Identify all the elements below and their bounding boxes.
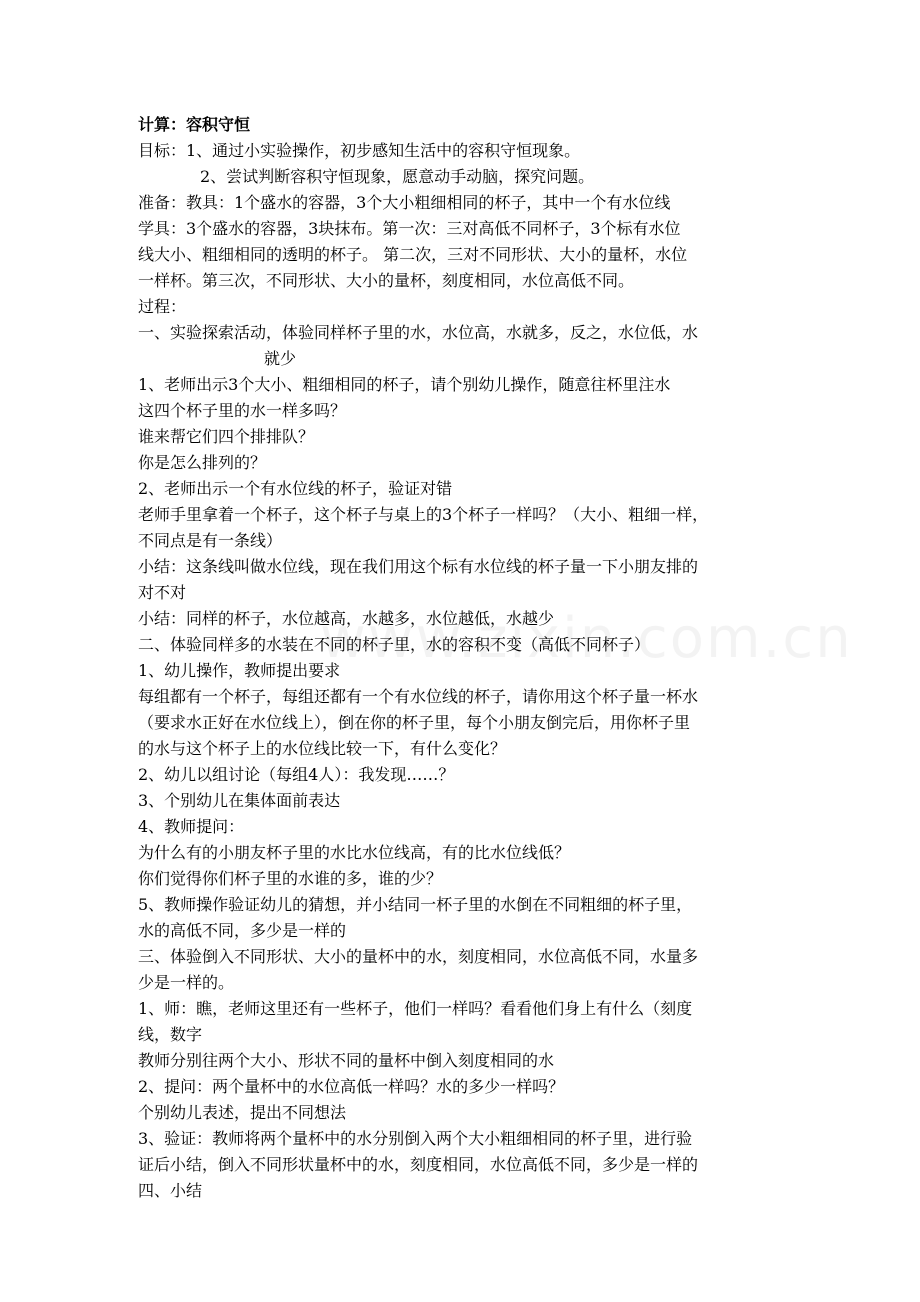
goal-line-2: 2、尝试判断容积守恒现象，愿意动手动脑，探究问题。 [200, 167, 595, 186]
section-1-heading-cont: 就少 [264, 349, 297, 368]
goal-line-1: 目标：1、通过小实验操作，初步感知生活中的容积守恒现象。 [138, 141, 581, 160]
text-line: 谁来帮它们四个排排队？ [138, 427, 315, 446]
text-line: 2、老师出示一个有水位线的杯子，验证对错 [138, 479, 453, 498]
text-line: 教师分别往两个大小、形状不同的量杯中倒入刻度相同的水 [138, 1051, 555, 1070]
text-line: 3、个别幼儿在集体面前表达 [138, 791, 341, 810]
text-line: 4、教师提问： [138, 817, 245, 836]
text-line: 1、幼儿操作，教师提出要求 [138, 661, 341, 680]
text-line: 3、验证：教师将两个量杯中的水分别倒入两个大小粗细相同的杯子里，进行验 [138, 1129, 693, 1148]
section-4-heading: 四、小结 [138, 1181, 203, 1200]
text-line: 5、教师操作验证幼儿的猜想，并小结同一杯子里的水倒在不同粗细的杯子里， [138, 895, 693, 914]
document-title: 计算：容积守恒 [138, 115, 251, 134]
watermark [320, 606, 853, 671]
text-line: 个别幼儿表述，提出不同想法 [138, 1103, 347, 1122]
text-line: 水的高低不同，多少是一样的 [138, 921, 347, 940]
text-line: 线，数字 [138, 1025, 203, 1044]
text-line: 2、幼儿以组讨论（每组4人）：我发现……？ [138, 765, 455, 784]
text-line: 1、老师出示3个大小、粗细相同的杯子，请个别幼儿操作，随意往杯里注水 [138, 375, 671, 394]
text-line: 小结：这条线叫做水位线，现在我们用这个标有水位线的杯子量一下小朋友排的 [138, 557, 699, 576]
text-line: 对不对 [138, 583, 187, 602]
text-line: 1、师：瞧，老师这里还有一些杯子，他们一样吗？看看他们身上有什么（刻度 [138, 999, 693, 1018]
text-line: 小结：同样的杯子，水位越高，水越多，水位越低，水越少 [138, 609, 555, 628]
text-line: 不同点是有一条线） [138, 531, 283, 550]
text-line: 这四个杯子里的水一样多吗？ [138, 401, 347, 420]
prep-line-4: 一样杯。第三次，不同形状、大小的量杯，刻度相同，水位高低不同。 [138, 271, 635, 290]
text-line: 证后小结，倒入不同形状量杯中的水，刻度相同，水位高低不同，多少是一样的 [138, 1155, 699, 1174]
section-3-heading-cont: 少是一样的。 [138, 973, 235, 992]
section-3-heading: 三、体验倒入不同形状、大小的量杯中的水，刻度相同，水位高低不同，水量多 [138, 947, 699, 966]
text-line: 每组都有一个杯子，每组还都有一个有水位线的杯子，请你用这个杯子量一杯水 [138, 687, 699, 706]
section-1-heading: 一、实验探索活动，体验同样杯子里的水，水位高，水就多，反之，水位低，水 [138, 323, 699, 342]
prep-line-2: 学具：3个盛水的容器，3块抹布。第一次：三对高低不同杯子，3个标有水位 [138, 219, 681, 238]
text-line: 的水与这个杯子上的水位线比较一下，有什么变化？ [138, 739, 507, 758]
text-line: 老师手里拿着一个杯子，这个杯子与桌上的3个杯子一样吗？（大小、粗细一样， [138, 505, 709, 524]
section-2-heading: 二、体验同样多的水装在不同的杯子里，水的容积不变（高低不同杯子） [138, 635, 651, 654]
process-heading: 过程： [138, 297, 187, 316]
prep-line-1: 准备：教具：1个盛水的容器，3个大小粗细相同的杯子，其中一个有水位线 [138, 193, 671, 212]
prep-line-3: 线大小、粗细相同的透明的杯子。 第二次，三对不同形状、大小的量杯，水位 [138, 245, 688, 264]
text-line: （要求水正好在水位线上），倒在你的杯子里，每个小朋友倒完后，用你杯子里 [138, 713, 691, 732]
text-line: 你们觉得你们杯子里的水谁的多，谁的少？ [138, 869, 443, 888]
text-line: 你是怎么排列的？ [138, 453, 267, 472]
text-line: 2、提问：两个量杯中的水位高低一样吗？水的多少一样吗？ [138, 1077, 565, 1096]
text-line: 为什么有的小朋友杯子里的水比水位线高，有的比水位线低？ [138, 843, 571, 862]
